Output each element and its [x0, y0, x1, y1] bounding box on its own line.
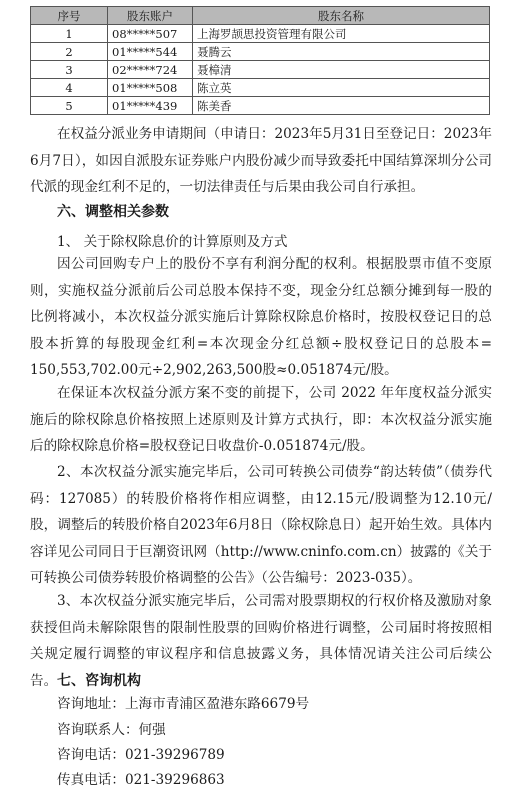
consult-phone: 咨询电话：021-39296789 — [57, 747, 225, 763]
notice-paragraph: 在权益分派业务申请期间（申请日：2023年5月31日至登记日：2023年6月7日），如因自派股东证券账户内股份减少而导致委托中国结算深圳分公司代派的现金红利不足的，一切法律责任与后果由我公司自行承担。 — [30, 126, 492, 195]
column-header-index: 序号 — [31, 7, 108, 25]
section-6-heading: 六、调整相关参数 — [57, 204, 169, 220]
ex-dividend-price-paragraph: 在保证本次权益分派方案不变的前提下，公司 2022 年年度权益分派实施后的除权除息价格按照上述原则及计算方式执行，即：本次权益分派实施后的除权除息价格=股权登记日收盘价-0.051874元/股。 — [30, 385, 492, 454]
cell-holder-name: 聂樟清 — [193, 61, 490, 79]
cell-account: 08*****507 — [108, 25, 193, 43]
stock-option-paragraph: 3、本次权益分派实施完毕后，公司需对股票期权的行权价格及激励对象获授但尚未解除限售的限制性股票的回购价格进行调整，公司届时将按照相关规定履行调整的审议程序和信息披露义务，具体情况请关注公司后续公告。 — [30, 593, 492, 689]
convertible-bond-paragraph: 2、本次权益分派实施完毕后，公司可转换公司债券“韵达转债”（债券代码：127085）的转股价格将作相应调整，由12.15元/股调整为12.10元/股，调整后的转股价格自2023年6月8日（除权除息日）起开始生效。具体内容详见公司同日于巨潮资讯网（http://www.cninfo.com.cn）披露的《关于可转换公司债券转股价格调整的公告》（公告编号：2023-035）。 — [30, 464, 492, 586]
table-row — [31, 79, 490, 97]
table-row — [31, 25, 490, 43]
section-7-heading: 七、咨询机构 — [57, 673, 141, 689]
cell-account: 02*****724 — [108, 61, 193, 79]
item-1-heading: 1、 关于除权除息价的计算原则及方式 — [57, 234, 288, 250]
table-header-row — [31, 7, 490, 25]
column-header-name: 股东名称 — [193, 7, 490, 25]
cell-index: 2 — [31, 43, 108, 61]
cell-holder-name: 陈美香 — [193, 97, 490, 115]
cell-account: 01*****439 — [108, 97, 193, 115]
cell-holder-name: 聂腾云 — [193, 43, 490, 61]
calculation-paragraph: 因公司回购专户上的股份不享有利润分配的权利。根据股票市值不变原则，实施权益分派前后公司总股本保持不变，现金分红总额分摊到每一股的比例将减小，本次权益分派实施后计算除权除息价格时，按股权登记日的总股本折算的每股现金红利=本次现金分红总额÷股权登记日的总股本= 150,553,702.00元÷2,902,263,500股≈0.051874元/股。 — [30, 256, 492, 378]
table-row — [31, 61, 490, 79]
column-header-account: 股东账户 — [108, 7, 193, 25]
consult-address: 咨询地址：上海市青浦区盈港东路6679号 — [57, 696, 310, 712]
shareholder-table — [30, 6, 490, 115]
cell-index: 5 — [31, 97, 108, 115]
cell-index: 1 — [31, 25, 108, 43]
cell-account: 01*****508 — [108, 79, 193, 97]
cell-account: 01*****544 — [108, 43, 193, 61]
cell-holder-name: 陈立英 — [193, 79, 490, 97]
cell-index: 4 — [31, 79, 108, 97]
cell-holder-name: 上海罗颉思投资管理有限公司 — [193, 25, 490, 43]
cell-index: 3 — [31, 61, 108, 79]
consult-contact-person: 咨询联系人：何强 — [57, 722, 166, 738]
table-row — [31, 43, 490, 61]
table-row — [31, 97, 490, 115]
consult-fax: 传真电话：021-39296863 — [57, 772, 225, 788]
